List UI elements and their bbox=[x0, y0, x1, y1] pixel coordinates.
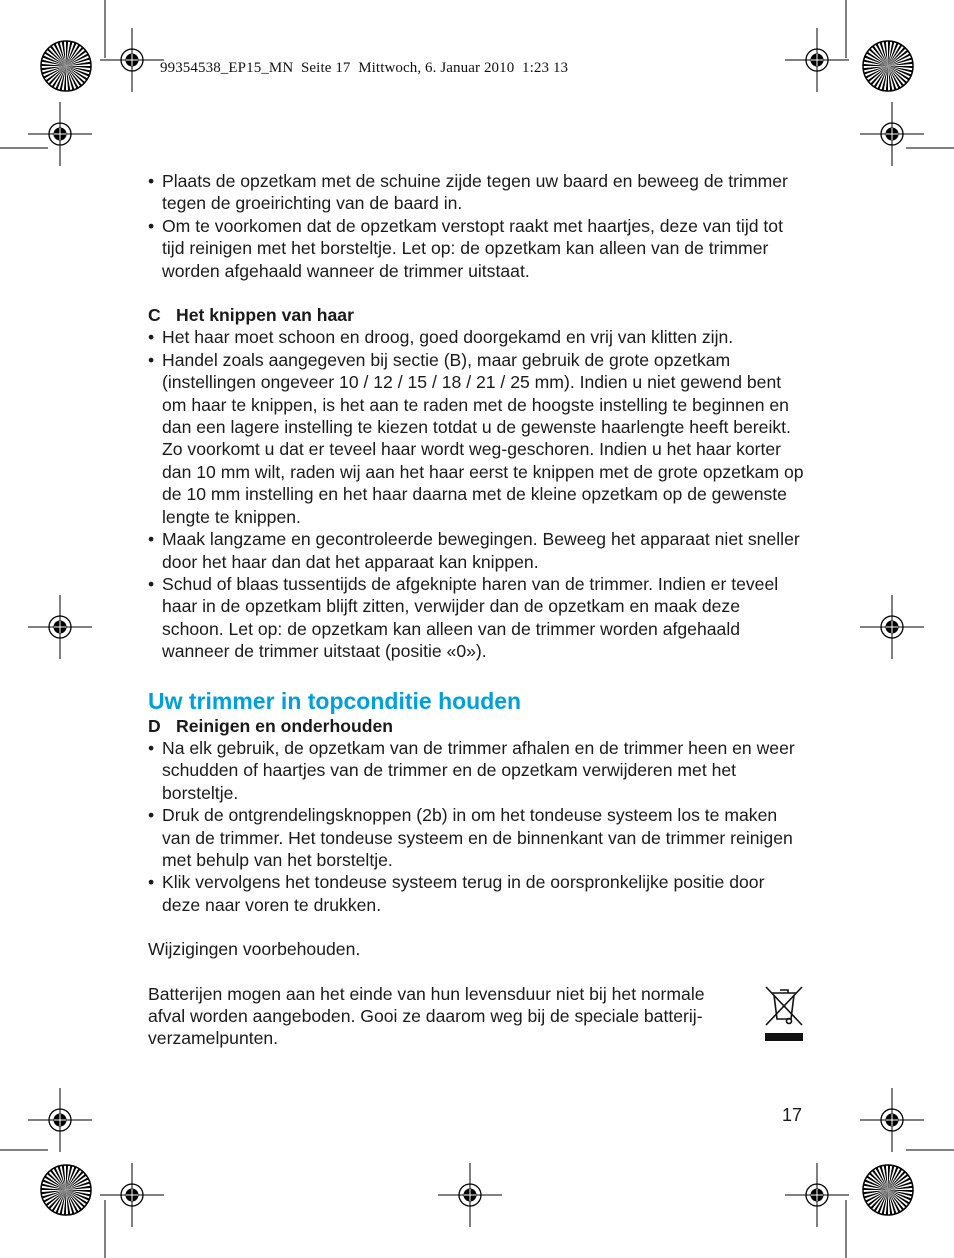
battery-disposal-row bbox=[148, 983, 804, 1050]
list-item: • Om te voorkomen dat de opzetkam verstopt raakt met haartjes, deze van tijd tot tijd reinigen met het borsteltje. Let op: de opzetkam kan alleen van de trimmer worden afgehaald wanneer de trimmer uitstaat. bbox=[148, 215, 804, 282]
crosshair-registration-mark-icon bbox=[860, 1088, 924, 1152]
crosshair-registration-mark-icon bbox=[100, 1163, 164, 1227]
list-item: • Druk de ontgrendelingsknoppen (2b) in om het tondeuse systeem los te maken van de trimmer. Het tondeuse systeem en de binnenkant van de trimmer reinigen met behulp van het borsteltje. bbox=[148, 804, 804, 871]
starburst-registration-mark-icon bbox=[41, 41, 91, 91]
subheading-letter: C bbox=[148, 305, 161, 326]
list-item: • Schud of blaas tussentijds de afgeknipte haren van de trimmer. Indien er teveel haar in de opzetkam blijft zitten, verwijder dan de opzetkam en maak deze schoon. Let op: de opzetkam kan alleen van de trimmer worden afgehaald wanneer de trimmer uitstaat (positie «0»). bbox=[148, 573, 804, 663]
list-item: • Handel zoals aangegeven bij sectie (B), maar gebruik de grote opzetkam (instellingen ongeveer 10 / 12 / 15 / 18 / 21 / 25 mm). Indien u niet gewend bent om haar te knippen, is het aan te raden met de hoogste instelling te beginnen en dan een lagere instelling te kiezen totdat u de gewenste haarlengte heeft bereikt. Zo voorkomt u dat er teveel haar wordt weg-geschoren. Indien u het haar korter dan 10 mm wilt, raden wij aan het haar eerst te knippen met de grote opzetkam op de 10 mm instelling en het haar daarna met de kleine opzetkam op de gewenste lengte te knippen. bbox=[148, 349, 804, 528]
starburst-registration-mark-icon bbox=[863, 1165, 913, 1215]
bullet-list-d bbox=[148, 737, 804, 916]
crosshair-registration-mark-icon bbox=[860, 102, 924, 166]
list-item: • Klik vervolgens het tondeuse systeem terug in de oorspronkelijke positie door deze naar voren te drukken. bbox=[148, 871, 804, 916]
section-heading: Uw trimmer in topconditie houden bbox=[148, 687, 522, 714]
list-item: • Het haar moet schoon en droog, goed doorgekamd en vrij van klitten zijn. bbox=[148, 326, 804, 348]
subheading-c bbox=[148, 304, 804, 326]
starburst-registration-mark-icon bbox=[41, 1165, 91, 1215]
subheading-letter: D bbox=[148, 715, 161, 736]
starburst-registration-mark-icon bbox=[863, 41, 913, 91]
crosshair-registration-mark-icon bbox=[438, 1163, 502, 1227]
list-item: • Maak langzame en gecontroleerde bewegingen. Beweeg het apparaat niet sneller door het haar dan dat het apparaat kan knippen. bbox=[148, 528, 804, 573]
bullet-list-b bbox=[148, 170, 804, 282]
page-number: 17 bbox=[782, 1105, 803, 1125]
crosshair-registration-mark-icon bbox=[860, 595, 924, 659]
crosshair-registration-mark-icon bbox=[28, 595, 92, 659]
changes-note: Wijzigingen voorbehouden. bbox=[148, 939, 361, 960]
slug-line: 99354538_EP15_MN Seite 17 Mittwoch, 6. Januar 2010 1:23 13 bbox=[160, 60, 569, 76]
bullet-list-c bbox=[148, 326, 804, 662]
subheading-d bbox=[148, 715, 804, 737]
crossed-out-wheelie-bin-icon bbox=[762, 981, 806, 1045]
page-content bbox=[148, 170, 804, 1050]
crosshair-registration-mark-icon bbox=[28, 102, 92, 166]
battery-note: Batterijen mogen aan het einde van hun levensduur niet bij het normale afval worden aangeboden. Gooi ze daarom weg bij de speciale batterij-verzamelpunten. bbox=[148, 983, 705, 1049]
subheading-title: Het knippen van haar bbox=[176, 305, 354, 326]
crosshair-registration-mark-icon bbox=[785, 28, 849, 92]
subheading-title: Reinigen en onderhouden bbox=[176, 715, 393, 736]
crosshair-registration-mark-icon bbox=[100, 28, 164, 92]
crosshair-registration-mark-icon bbox=[28, 1088, 92, 1152]
list-item: • Na elk gebruik, de opzetkam van de trimmer afhalen en de trimmer heen en weer schudden of haartjes van de trimmer en de opzetkam verwijderen met het borsteltje. bbox=[148, 737, 804, 804]
list-item: • Plaats de opzetkam met de schuine zijde tegen uw baard en beweeg de trimmer tegen de groeirichting van de baard in. bbox=[148, 170, 804, 215]
crosshair-registration-mark-icon bbox=[785, 1163, 849, 1227]
